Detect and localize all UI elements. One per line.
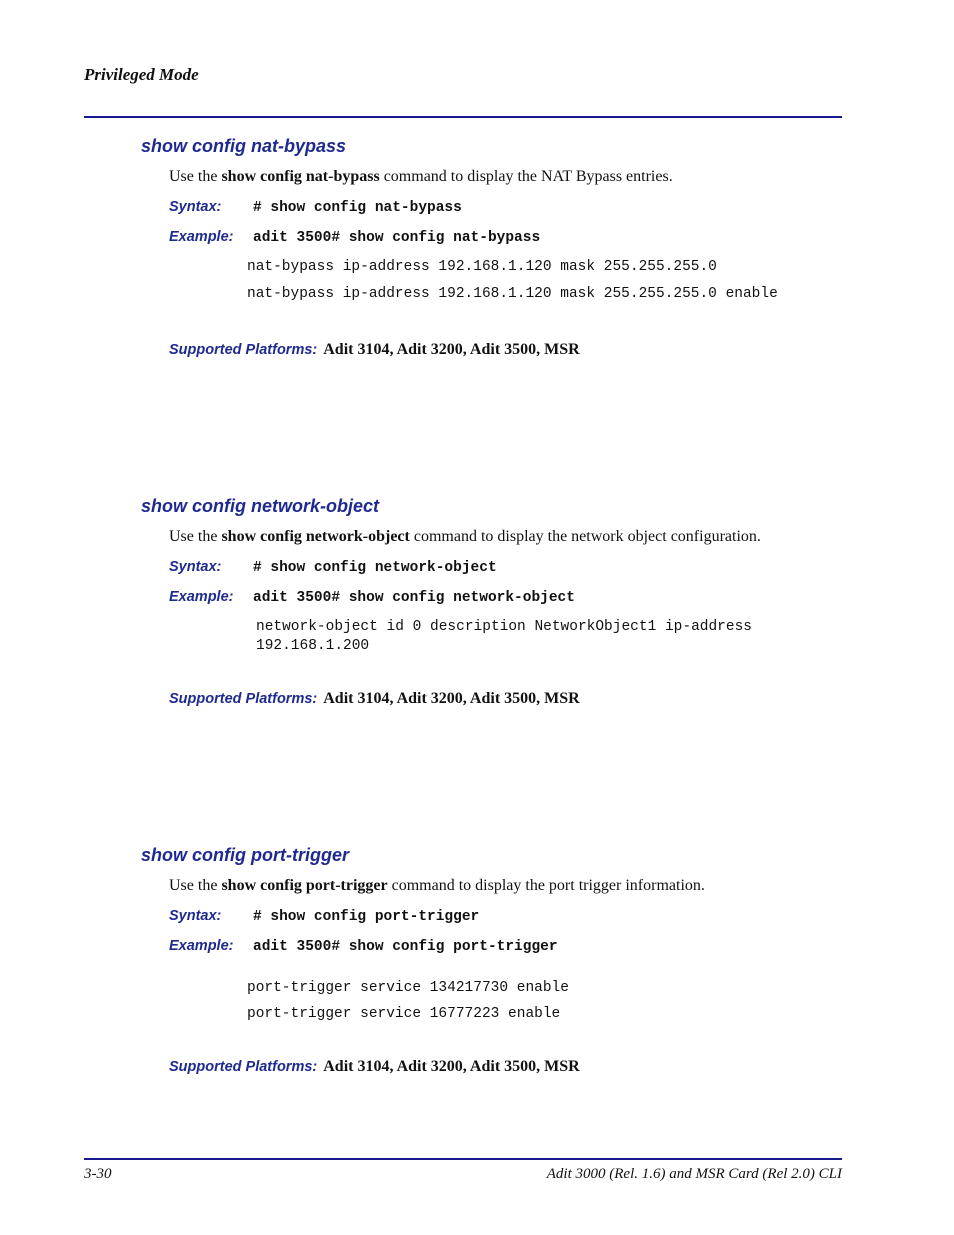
syntax-command: # show config port-trigger [253, 909, 480, 925]
footer-doc-title: Adit 3000 (Rel. 1.6) and MSR Card (Rel 2.0) CLI [546, 1166, 842, 1182]
example-command: adit 3500# show config port-trigger [253, 939, 558, 955]
example-label: Example: [169, 938, 234, 954]
example-output-line: nat-bypass ip-address 192.168.1.120 mask 255.255.255.0 enable [247, 286, 778, 302]
supported-platforms: Supported Platforms: Adit 3104, Adit 3200, Adit 3500, MSR [169, 690, 580, 707]
syntax-command: # show config nat-bypass [253, 200, 462, 216]
section-title-port-trigger: show config port-trigger [141, 845, 349, 865]
section-description: Use the show config network-object command to display the network object configuration. [169, 528, 761, 545]
page-header-title: Privileged Mode [84, 65, 199, 84]
example-output-line: 192.168.1.200 [256, 638, 370, 654]
footer-rule [84, 1158, 842, 1160]
example-output-line: port-trigger service 134217730 enable [247, 980, 569, 996]
header-rule [84, 116, 842, 118]
example-output-line: port-trigger service 16777223 enable [247, 1006, 561, 1022]
example-output-line: network-object id 0 description NetworkObject1 ip-address [256, 619, 752, 635]
syntax-label: Syntax: [169, 908, 222, 924]
example-command: adit 3500# show config network-object [253, 590, 575, 606]
section-description: Use the show config nat-bypass command to display the NAT Bypass entries. [169, 168, 673, 185]
example-label: Example: [169, 229, 234, 245]
syntax-label: Syntax: [169, 559, 222, 575]
example-label: Example: [169, 589, 234, 605]
supported-platforms: Supported Platforms: Adit 3104, Adit 3200, Adit 3500, MSR [169, 1058, 580, 1075]
section-title-network-object: show config network-object [141, 496, 380, 516]
section-description: Use the show config port-trigger command to display the port trigger information. [169, 877, 705, 894]
example-command: adit 3500# show config nat-bypass [253, 230, 541, 246]
section-title-nat-bypass: show config nat-bypass [141, 136, 347, 156]
syntax-label: Syntax: [169, 199, 222, 215]
syntax-command: # show config network-object [253, 560, 497, 576]
example-output-line: nat-bypass ip-address 192.168.1.120 mask 255.255.255.0 [247, 259, 717, 275]
supported-platforms: Supported Platforms: Adit 3104, Adit 3200, Adit 3500, MSR [169, 341, 580, 358]
page-number: 3-30 [84, 1166, 112, 1182]
